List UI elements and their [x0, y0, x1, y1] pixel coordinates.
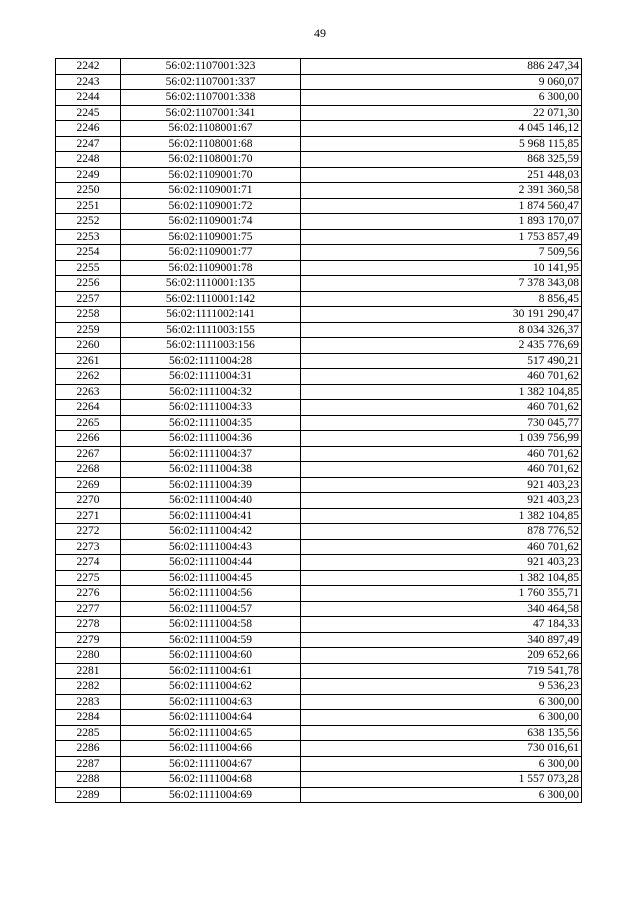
cadastral-value-cell: 1 039 756,99 — [301, 431, 582, 447]
row-number-cell: 2261 — [56, 353, 121, 369]
table-row — [56, 694, 582, 710]
cadastral-value-cell: 1 893 170,07 — [301, 214, 582, 230]
cadastral-number-cell: 56:02:1110001:142 — [121, 291, 301, 307]
cadastral-value-cell: 6 300,00 — [301, 787, 582, 803]
row-number-cell: 2268 — [56, 462, 121, 478]
row-number-cell: 2274 — [56, 555, 121, 571]
row-number-cell: 2280 — [56, 648, 121, 664]
row-number-cell: 2269 — [56, 477, 121, 493]
cadastral-number-cell: 56:02:1109001:70 — [121, 167, 301, 183]
cadastral-number-cell: 56:02:1111004:61 — [121, 663, 301, 679]
cadastral-value-cell: 638 135,56 — [301, 725, 582, 741]
cadastral-number-cell: 56:02:1109001:72 — [121, 198, 301, 214]
table-row — [56, 369, 582, 385]
cadastral-number-cell: 56:02:1111004:37 — [121, 446, 301, 462]
cadastral-value-cell: 921 403,23 — [301, 555, 582, 571]
table-row — [56, 446, 582, 462]
cadastral-value-cell: 719 541,78 — [301, 663, 582, 679]
cadastral-value-cell: 886 247,34 — [301, 59, 582, 75]
cadastral-number-cell: 56:02:1111004:41 — [121, 508, 301, 524]
cadastral-value-cell: 460 701,62 — [301, 446, 582, 462]
table-row — [56, 524, 582, 540]
row-number-cell: 2287 — [56, 756, 121, 772]
row-number-cell: 2243 — [56, 74, 121, 90]
row-number-cell: 2279 — [56, 632, 121, 648]
cadastral-value-cell: 2 391 360,58 — [301, 183, 582, 199]
table-row — [56, 322, 582, 338]
cadastral-number-cell: 56:02:1111004:60 — [121, 648, 301, 664]
cadastral-value-cell: 7 509,56 — [301, 245, 582, 261]
row-number-cell: 2267 — [56, 446, 121, 462]
row-number-cell: 2284 — [56, 710, 121, 726]
cadastral-number-cell: 56:02:1111004:39 — [121, 477, 301, 493]
row-number-cell: 2281 — [56, 663, 121, 679]
cadastral-number-cell: 56:02:1109001:77 — [121, 245, 301, 261]
cadastral-value-cell: 1 760 355,71 — [301, 586, 582, 602]
cadastral-value-cell: 340 464,58 — [301, 601, 582, 617]
cadastral-number-cell: 56:02:1111004:44 — [121, 555, 301, 571]
table-row — [56, 710, 582, 726]
table-row — [56, 183, 582, 199]
cadastral-value-cell: 9 060,07 — [301, 74, 582, 90]
cadastral-value-cell: 2 435 776,69 — [301, 338, 582, 354]
cadastral-value-cell: 209 652,66 — [301, 648, 582, 664]
row-number-cell: 2257 — [56, 291, 121, 307]
row-number-cell: 2262 — [56, 369, 121, 385]
row-number-cell: 2264 — [56, 400, 121, 416]
cadastral-value-cell: 6 300,00 — [301, 756, 582, 772]
cadastral-value-cell: 730 045,77 — [301, 415, 582, 431]
table-row — [56, 353, 582, 369]
cadastral-number-cell: 56:02:1111004:68 — [121, 772, 301, 788]
page-number: 49 — [314, 26, 326, 40]
row-number-cell: 2263 — [56, 384, 121, 400]
table-row — [56, 462, 582, 478]
row-number-cell: 2266 — [56, 431, 121, 447]
cadastral-value-cell: 340 897,49 — [301, 632, 582, 648]
cadastral-number-cell: 56:02:1111004:42 — [121, 524, 301, 540]
table-row — [56, 90, 582, 106]
row-number-cell: 2273 — [56, 539, 121, 555]
cadastral-value-cell: 878 776,52 — [301, 524, 582, 540]
table-row — [56, 136, 582, 152]
cadastral-value-table — [55, 58, 582, 803]
cadastral-value-cell: 30 191 290,47 — [301, 307, 582, 323]
cadastral-value-cell: 730 016,61 — [301, 741, 582, 757]
table-row — [56, 431, 582, 447]
row-number-cell: 2272 — [56, 524, 121, 540]
cadastral-value-cell: 921 403,23 — [301, 477, 582, 493]
cadastral-number-cell: 56:02:1110001:135 — [121, 276, 301, 292]
cadastral-value-cell: 460 701,62 — [301, 369, 582, 385]
row-number-cell: 2286 — [56, 741, 121, 757]
table-row — [56, 601, 582, 617]
cadastral-number-cell: 56:02:1111004:59 — [121, 632, 301, 648]
cadastral-value-cell: 1 382 104,85 — [301, 508, 582, 524]
table-row — [56, 74, 582, 90]
table-row — [56, 756, 582, 772]
cadastral-number-cell: 56:02:1111004:62 — [121, 679, 301, 695]
cadastral-value-cell: 47 184,33 — [301, 617, 582, 633]
row-number-cell: 2256 — [56, 276, 121, 292]
cadastral-value-cell: 7 378 343,08 — [301, 276, 582, 292]
table-row — [56, 121, 582, 137]
table-row — [56, 167, 582, 183]
cadastral-number-cell: 56:02:1107001:323 — [121, 59, 301, 75]
cadastral-number-cell: 56:02:1111004:38 — [121, 462, 301, 478]
table-row — [56, 586, 582, 602]
cadastral-number-cell: 56:02:1111004:32 — [121, 384, 301, 400]
cadastral-number-cell: 56:02:1111004:35 — [121, 415, 301, 431]
table-body — [56, 59, 582, 803]
cadastral-number-cell: 56:02:1111004:28 — [121, 353, 301, 369]
cadastral-number-cell: 56:02:1111004:57 — [121, 601, 301, 617]
table-row — [56, 648, 582, 664]
cadastral-number-cell: 56:02:1108001:70 — [121, 152, 301, 168]
table-row — [56, 493, 582, 509]
cadastral-value-cell: 517 490,21 — [301, 353, 582, 369]
cadastral-value-cell: 8 856,45 — [301, 291, 582, 307]
row-number-cell: 2250 — [56, 183, 121, 199]
cadastral-value-cell: 868 325,59 — [301, 152, 582, 168]
cadastral-number-cell: 56:02:1111004:36 — [121, 431, 301, 447]
row-number-cell: 2275 — [56, 570, 121, 586]
row-number-cell: 2282 — [56, 679, 121, 695]
row-number-cell: 2246 — [56, 121, 121, 137]
row-number-cell: 2245 — [56, 105, 121, 121]
row-number-cell: 2265 — [56, 415, 121, 431]
table-row — [56, 415, 582, 431]
cadastral-value-cell: 921 403,23 — [301, 493, 582, 509]
table-row — [56, 725, 582, 741]
cadastral-value-cell: 9 536,23 — [301, 679, 582, 695]
cadastral-number-cell: 56:02:1111004:33 — [121, 400, 301, 416]
table-row — [56, 229, 582, 245]
table-row — [56, 291, 582, 307]
cadastral-number-cell: 56:02:1111004:64 — [121, 710, 301, 726]
cadastral-value-cell: 1 557 073,28 — [301, 772, 582, 788]
cadastral-number-cell: 56:02:1109001:78 — [121, 260, 301, 276]
cadastral-number-cell: 56:02:1108001:68 — [121, 136, 301, 152]
table-row — [56, 787, 582, 803]
table-row — [56, 400, 582, 416]
table-row — [56, 772, 582, 788]
row-number-cell: 2277 — [56, 601, 121, 617]
cadastral-value-cell: 10 141,95 — [301, 260, 582, 276]
row-number-cell: 2271 — [56, 508, 121, 524]
table-row — [56, 508, 582, 524]
cadastral-number-cell: 56:02:1111004:43 — [121, 539, 301, 555]
cadastral-number-cell: 56:02:1107001:338 — [121, 90, 301, 106]
row-number-cell: 2255 — [56, 260, 121, 276]
cadastral-number-cell: 56:02:1109001:71 — [121, 183, 301, 199]
table-row — [56, 477, 582, 493]
cadastral-value-cell: 6 300,00 — [301, 694, 582, 710]
cadastral-value-cell: 1 874 560,47 — [301, 198, 582, 214]
cadastral-value-cell: 251 448,03 — [301, 167, 582, 183]
cadastral-value-cell: 460 701,62 — [301, 462, 582, 478]
row-number-cell: 2288 — [56, 772, 121, 788]
cadastral-number-cell: 56:02:1109001:74 — [121, 214, 301, 230]
cadastral-number-cell: 56:02:1108001:67 — [121, 121, 301, 137]
cadastral-number-cell: 56:02:1111004:31 — [121, 369, 301, 385]
row-number-cell: 2253 — [56, 229, 121, 245]
cadastral-number-cell: 56:02:1111004:56 — [121, 586, 301, 602]
cadastral-value-cell: 1 382 104,85 — [301, 384, 582, 400]
cadastral-number-cell: 56:02:1111004:58 — [121, 617, 301, 633]
cadastral-number-cell: 56:02:1109001:75 — [121, 229, 301, 245]
row-number-cell: 2276 — [56, 586, 121, 602]
table-row — [56, 617, 582, 633]
table-row — [56, 105, 582, 121]
cadastral-number-cell: 56:02:1111004:67 — [121, 756, 301, 772]
row-number-cell: 2252 — [56, 214, 121, 230]
table-row — [56, 260, 582, 276]
row-number-cell: 2260 — [56, 338, 121, 354]
table-row — [56, 632, 582, 648]
table-row — [56, 338, 582, 354]
row-number-cell: 2254 — [56, 245, 121, 261]
cadastral-value-cell: 6 300,00 — [301, 710, 582, 726]
cadastral-number-cell: 56:02:1111004:45 — [121, 570, 301, 586]
cadastral-number-cell: 56:02:1111002:141 — [121, 307, 301, 323]
cadastral-number-cell: 56:02:1111004:65 — [121, 725, 301, 741]
table-row — [56, 198, 582, 214]
row-number-cell: 2244 — [56, 90, 121, 106]
table-row — [56, 384, 582, 400]
row-number-cell: 2289 — [56, 787, 121, 803]
row-number-cell: 2247 — [56, 136, 121, 152]
cadastral-value-cell: 1 753 857,49 — [301, 229, 582, 245]
cadastral-number-cell: 56:02:1111003:156 — [121, 338, 301, 354]
row-number-cell: 2248 — [56, 152, 121, 168]
table-row — [56, 152, 582, 168]
cadastral-value-cell: 8 034 326,37 — [301, 322, 582, 338]
table-row — [56, 59, 582, 75]
table-row — [56, 276, 582, 292]
row-number-cell: 2283 — [56, 694, 121, 710]
table-row — [56, 214, 582, 230]
cadastral-number-cell: 56:02:1111004:63 — [121, 694, 301, 710]
row-number-cell: 2258 — [56, 307, 121, 323]
row-number-cell: 2251 — [56, 198, 121, 214]
table-row — [56, 307, 582, 323]
table-row — [56, 539, 582, 555]
row-number-cell: 2285 — [56, 725, 121, 741]
row-number-cell: 2249 — [56, 167, 121, 183]
cadastral-value-cell: 5 968 115,85 — [301, 136, 582, 152]
table-row — [56, 741, 582, 757]
table-row — [56, 555, 582, 571]
table-row — [56, 570, 582, 586]
cadastral-number-cell: 56:02:1107001:341 — [121, 105, 301, 121]
cadastral-value-cell: 1 382 104,85 — [301, 570, 582, 586]
cadastral-number-cell: 56:02:1107001:337 — [121, 74, 301, 90]
cadastral-value-cell: 460 701,62 — [301, 400, 582, 416]
row-number-cell: 2242 — [56, 59, 121, 75]
cadastral-number-cell: 56:02:1111004:40 — [121, 493, 301, 509]
table-row — [56, 679, 582, 695]
table-row — [56, 245, 582, 261]
table-row — [56, 663, 582, 679]
cadastral-value-cell: 6 300,00 — [301, 90, 582, 106]
row-number-cell: 2259 — [56, 322, 121, 338]
cadastral-number-cell: 56:02:1111004:66 — [121, 741, 301, 757]
cadastral-number-cell: 56:02:1111003:155 — [121, 322, 301, 338]
cadastral-value-cell: 22 071,30 — [301, 105, 582, 121]
cadastral-value-cell: 460 701,62 — [301, 539, 582, 555]
row-number-cell: 2278 — [56, 617, 121, 633]
row-number-cell: 2270 — [56, 493, 121, 509]
cadastral-number-cell: 56:02:1111004:69 — [121, 787, 301, 803]
cadastral-value-cell: 4 045 146,12 — [301, 121, 582, 137]
